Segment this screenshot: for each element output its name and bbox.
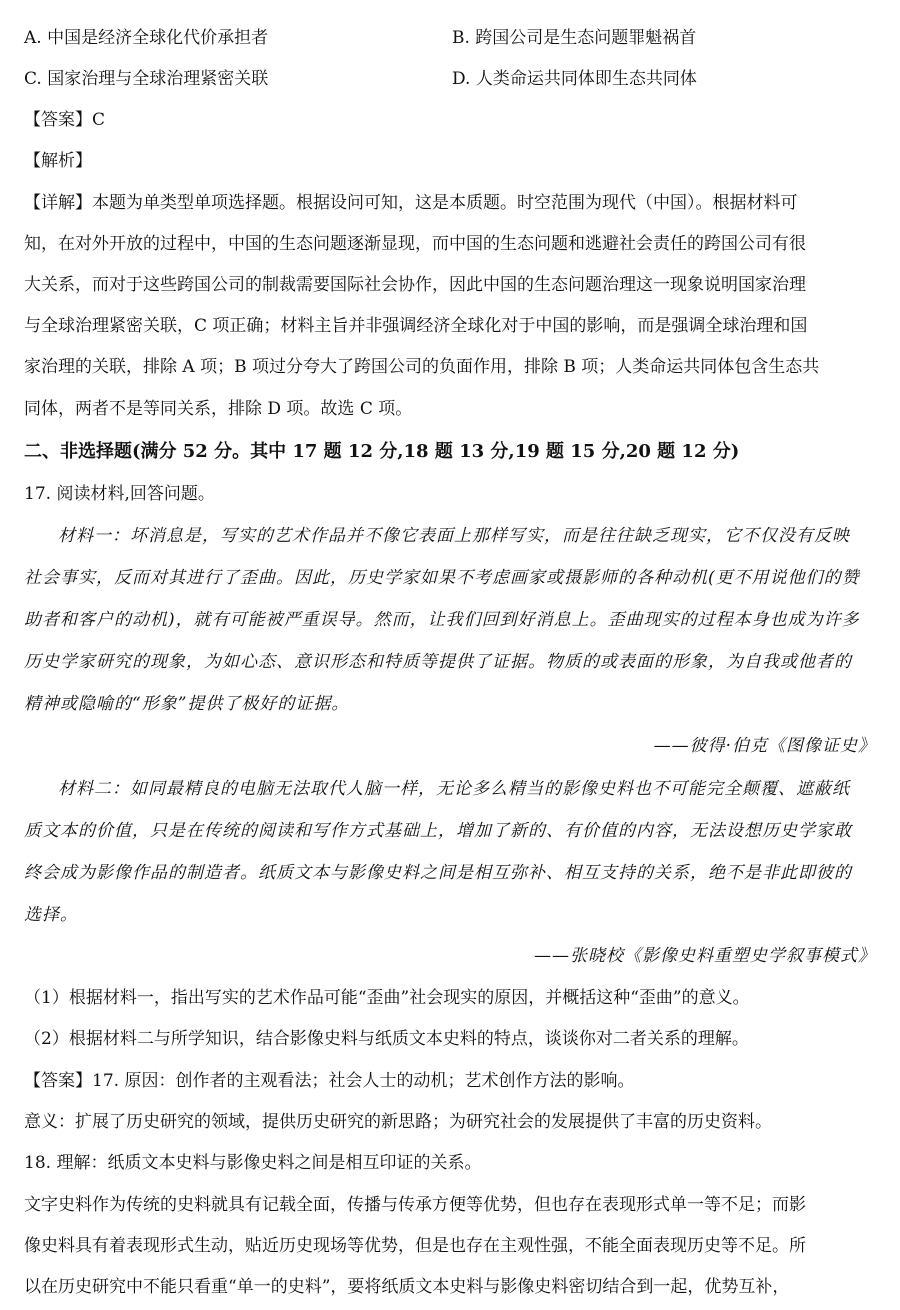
q16-answer: 【答案】C (24, 110, 106, 130)
q16-detail-line: 知，在对外开放的过程中，中国的生态问题逐渐显现，而中国的生态问题和逃避社会责任的跨国公司有很 (24, 234, 806, 254)
material1-line: 社会事实，反而对其进行了歪曲。因此，历史学家如果不考虑画家或摄影师的各种动机(更不用说他们的赞 (24, 568, 860, 588)
option-b: B. 跨国公司是生态问题罪魁祸首 (452, 28, 697, 48)
answer-17-reasons: 【答案】17. 原因：创作者的主观看法；社会人士的动机；艺术创作方法的影响。 (24, 1071, 635, 1091)
q16-analysis-label: 【解析】 (24, 151, 92, 171)
answer-18-line: 以在历史研究中不能只看重“单一的史料”，要将纸质文本史料与影像史料密切结合到一起，优势互补， (24, 1277, 790, 1297)
answer-17-significance: 意义：扩展了历史研究的领域，提供历史研究的新思路；为研究社会的发展提供了丰富的历史资料。 (24, 1112, 772, 1132)
sub-question-2: （2）根据材料二与所学知识，结合影像史料与纸质文本史料的特点，谈谈你对二者关系的理解。 (24, 1029, 749, 1049)
material2-source: ——张晓校《影像史料重塑史学叙事模式》 (534, 946, 876, 966)
material1-line: 助者和客户的动机)，就有可能被严重误导。然而，让我们回到好消息上。歪曲现实的过程本身也成为许多 (24, 610, 860, 630)
material1-line: 精神或隐喻的“形象”提供了极好的证据。 (24, 694, 350, 714)
answer-18-line: 文字史料作为传统的史料就具有记载全面，传播与传承方便等优势，但也存在表现形式单一等不足；而影 (24, 1195, 806, 1215)
option-d: D. 人类命运共同体即生态共同体 (452, 69, 697, 89)
option-c: C. 国家治理与全球治理紧密关联 (24, 69, 269, 89)
q16-detail-line: 家治理的关联，排除 A 项；B 项过分夸大了跨国公司的负面作用，排除 B 项；人类命运共同体包含生态共 (24, 357, 820, 377)
answer-18-understanding: 18. 理解：纸质文本史料与影像史料之间是相互印证的关系。 (24, 1153, 482, 1173)
option-a: A. 中国是经济全球化代价承担者 (24, 28, 269, 48)
material1-line: 历史学家研究的现象，为如心态、意识形态和特质等提供了证据。物质的或表面的形象，为自我或他者的 (24, 652, 852, 672)
material2-line: 材料二：如同最精良的电脑无法取代人脑一样，无论多么精当的影像史料也不可能完全颠覆、遮蔽纸 (58, 779, 850, 799)
q16-detail-line: 与全球治理紧密关联，C 项正确；材料主旨并非强调经济全球化对于中国的影响，而是强调全球治理和国 (24, 316, 808, 336)
q16-detail-line: 【详解】本题为单类型单项选择题。根据设问可知，这是本质题。时空范围为现代（中国）。根据材料可 (24, 193, 798, 213)
material2-line: 质文本的价值，只是在传统的阅读和写作方式基础上，增加了新的、有价值的内容，无法设想历史学家敢 (24, 821, 852, 841)
answer-18-line: 像史料具有着表现形式生动，贴近历史现场等优势，但是也存在主观性强，不能全面表现历史等不足。所 (24, 1236, 806, 1256)
sub-question-1: （1）根据材料一，指出写实的艺术作品可能“歪曲”社会现实的原因，并概括这种“歪曲”的意义。 (24, 988, 750, 1008)
material2-line: 选择。 (24, 905, 78, 925)
material1-source: ——彼得·伯克《图像证史》 (653, 736, 876, 756)
material1-line: 材料一：坏消息是，写实的艺术作品并不像它表面上那样写实，而是往往缺乏现实，它不仅没有反映 (58, 526, 850, 546)
q16-detail-line: 大关系，而对于这些跨国公司的制裁需要国际社会协作，因此中国的生态问题治理这一现象说明国家治理 (24, 275, 806, 295)
q16-detail-line: 同体，两者不是等同关系，排除 D 项。故选 C 项。 (24, 399, 413, 419)
material2-line: 终会成为影像作品的制造者。纸质文本与影像史料之间是相互弥补、相互支持的关系，绝不是非此即彼的 (24, 863, 852, 883)
q17-stem: 17. 阅读材料,回答问题。 (24, 484, 215, 504)
section-2-title: 二、非选择题(满分 52 分。其中 17 题 12 分,18 题 13 分,19 题 15 分,20 题 12 分) (24, 441, 740, 462)
